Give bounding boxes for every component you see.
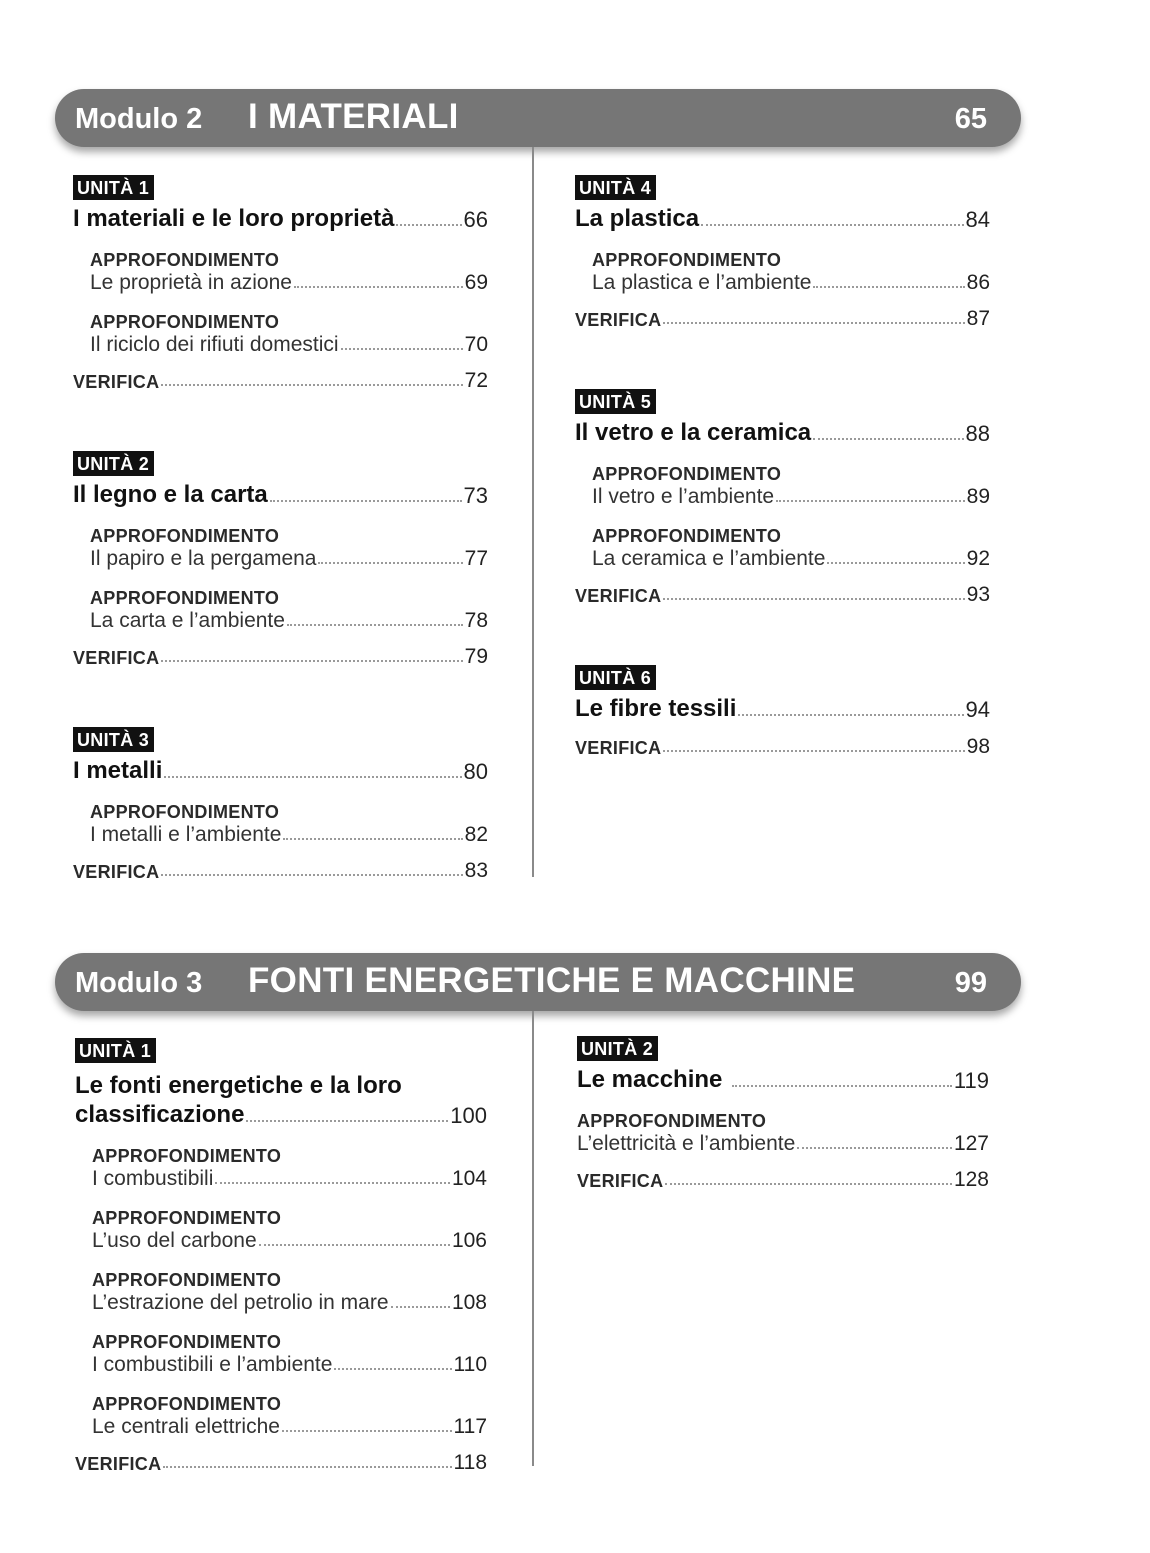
approfondimento-heading: APPROFONDIMENTO: [92, 1394, 282, 1414]
approfondimento-entry[interactable]: [75, 1207, 487, 1253]
approfondimento-entry[interactable]: [73, 801, 488, 847]
module-header: [55, 953, 1021, 1011]
leader-dots: [663, 322, 964, 324]
verifica-row[interactable]: [73, 859, 488, 883]
leader-dots: [161, 874, 462, 876]
leader-dots: [701, 224, 963, 226]
column-divider: [532, 1011, 534, 1466]
entry-title: La carta e l’ambiente: [90, 609, 285, 632]
entry-title: La ceramica e l’ambiente: [592, 547, 826, 570]
approfondimento-heading: APPROFONDIMENTO: [92, 1270, 282, 1290]
page-number: 100: [450, 1103, 487, 1128]
unit-title: La plastica: [575, 205, 700, 232]
verifica-label: VERIFICA: [75, 1454, 162, 1474]
verifica-row[interactable]: [577, 1168, 989, 1192]
unit-block: [73, 727, 488, 883]
approfondimento-entry[interactable]: [577, 1110, 989, 1156]
page-number: 70: [464, 333, 488, 356]
leader-dots: [391, 1306, 450, 1308]
page-number: 83: [464, 859, 488, 882]
unit-block: [577, 1036, 989, 1192]
leader-dots: [341, 348, 463, 350]
module-title: FONTI ENERGETICHE E MACCHINE: [248, 961, 856, 1000]
toc-column-left: [75, 1038, 487, 1533]
page-number: 77: [464, 547, 488, 570]
toc-column-right: [577, 1036, 989, 1250]
unit-tag: UNITÀ 2: [73, 451, 154, 476]
module-label: Modulo 2: [75, 103, 203, 135]
leader-dots: [282, 1430, 452, 1432]
approfondimento-heading: APPROFONDIMENTO: [592, 464, 782, 484]
entry-title: Le proprietà in azione: [90, 271, 292, 294]
unit-title: I metalli: [73, 757, 163, 784]
approfondimento-heading: APPROFONDIMENTO: [90, 312, 280, 332]
leader-dots: [270, 500, 462, 502]
approfondimento-entry[interactable]: [73, 311, 488, 357]
entry-title: L’estrazione del petrolio in mare: [92, 1291, 389, 1314]
unit-tag: UNITÀ 5: [575, 389, 656, 414]
module-header: [55, 89, 1021, 147]
module-label: Modulo 3: [75, 967, 203, 999]
approfondimento-heading: APPROFONDIMENTO: [90, 802, 280, 822]
entry-title: L’elettricità e l’ambiente: [577, 1132, 796, 1155]
unit-tag: UNITÀ 1: [75, 1038, 156, 1063]
page-number: 79: [464, 645, 488, 668]
page-number: 110: [453, 1353, 487, 1376]
module-page: 65: [954, 103, 987, 135]
page-number: 118: [453, 1451, 487, 1474]
page-number: 69: [464, 271, 488, 294]
verifica-label: VERIFICA: [575, 738, 662, 758]
leader-dots: [259, 1244, 450, 1246]
page-number: 128: [953, 1168, 989, 1191]
page-number: 93: [966, 583, 990, 606]
unit-block: [575, 665, 990, 759]
page-number: 88: [965, 421, 990, 446]
unit-title: Le fibre tessili: [575, 695, 737, 722]
page-number: 106: [451, 1229, 487, 1252]
unit-title-row[interactable]: [575, 695, 990, 723]
approfondimento-heading: APPROFONDIMENTO: [92, 1332, 282, 1352]
entry-title: Il riciclo dei rifiuti domestici: [90, 333, 339, 356]
approfondimento-entry[interactable]: [75, 1145, 487, 1191]
unit-title-line[interactable]: Le fonti energetiche e la loro: [75, 1072, 402, 1099]
leader-dots: [334, 1368, 451, 1370]
leader-dots: [161, 384, 462, 386]
page-number: 104: [451, 1167, 487, 1190]
verifica-label: VERIFICA: [575, 586, 662, 606]
page-number: 117: [453, 1415, 487, 1438]
approfondimento-heading: APPROFONDIMENTO: [92, 1146, 282, 1166]
page-number: 84: [965, 207, 990, 232]
leader-dots: [665, 1183, 952, 1185]
unit-title-row[interactable]: [575, 205, 990, 233]
entry-title: L’uso del carbone: [92, 1229, 257, 1252]
approfondimento-heading: APPROFONDIMENTO: [90, 588, 280, 608]
unit-title: Le macchine: [577, 1066, 723, 1093]
approfondimento-entry[interactable]: [73, 587, 488, 633]
verifica-label: VERIFICA: [575, 310, 662, 330]
leader-dots: [663, 750, 964, 752]
unit-tag: UNITÀ 1: [73, 175, 154, 200]
approfondimento-entry[interactable]: [75, 1269, 487, 1315]
leader-dots: [776, 500, 965, 502]
approfondimento-entry[interactable]: [75, 1331, 487, 1377]
approfondimento-entry[interactable]: [73, 249, 488, 295]
page-number: 127: [953, 1132, 989, 1155]
entry-title: La plastica e l’ambiente: [592, 271, 812, 294]
page-number: 86: [966, 271, 990, 294]
unit-title-row[interactable]: [73, 757, 488, 785]
verifica-row[interactable]: [575, 735, 990, 759]
verifica-label: VERIFICA: [73, 648, 160, 668]
leader-dots: [246, 1120, 448, 1122]
unit-tag: UNITÀ 4: [575, 175, 656, 200]
leader-dots: [396, 224, 461, 226]
approfondimento-entry[interactable]: [575, 249, 990, 295]
page-number: 98: [966, 735, 990, 758]
leader-dots: [827, 562, 964, 564]
unit-title-row[interactable]: [75, 1101, 487, 1129]
approfondimento-heading: APPROFONDIMENTO: [90, 250, 280, 270]
page-number: 80: [463, 759, 488, 784]
verifica-label: VERIFICA: [73, 372, 160, 392]
entry-title: Le centrali elettriche: [92, 1415, 280, 1438]
page-number: 119: [953, 1068, 989, 1093]
unit-block: [73, 451, 488, 669]
page-number: 82: [464, 823, 488, 846]
module-page: 99: [954, 967, 987, 999]
unit-tag: UNITÀ 3: [73, 727, 154, 752]
approfondimento-entry[interactable]: [75, 1393, 487, 1439]
column-divider: [532, 147, 534, 877]
unit-title-row[interactable]: [73, 481, 488, 509]
unit-title-row[interactable]: [575, 419, 990, 447]
entry-title: I combustibili e l’ambiente: [92, 1353, 333, 1376]
approfondimento-entry[interactable]: [575, 463, 990, 509]
unit-block: [575, 175, 990, 331]
leader-dots: [663, 598, 964, 600]
unit-title: classificazione: [75, 1101, 245, 1128]
leader-dots: [215, 1182, 450, 1184]
verifica-row[interactable]: [575, 307, 990, 331]
entry-title: I combustibili: [92, 1167, 214, 1190]
page-number: 66: [463, 207, 488, 232]
approfondimento-heading: APPROFONDIMENTO: [592, 526, 782, 546]
approfondimento-entry[interactable]: [575, 525, 990, 571]
leader-dots: [813, 438, 963, 440]
page-number: 89: [966, 485, 990, 508]
approfondimento-heading: APPROFONDIMENTO: [90, 526, 280, 546]
verifica-label: VERIFICA: [577, 1171, 664, 1191]
leader-dots: [294, 286, 463, 288]
approfondimento-entry[interactable]: [73, 525, 488, 571]
unit-title: I materiali e le loro proprietà: [73, 205, 395, 232]
page-number: 73: [463, 483, 488, 508]
page-number: 78: [464, 609, 488, 632]
unit-title: Il legno e la carta: [73, 481, 268, 508]
unit-title-row[interactable]: [73, 205, 488, 233]
leader-dots: [287, 624, 463, 626]
entry-title: I metalli e l’ambiente: [90, 823, 282, 846]
verifica-row[interactable]: [575, 583, 990, 607]
verifica-label: VERIFICA: [73, 862, 160, 882]
verifica-row[interactable]: [73, 369, 488, 393]
verifica-row[interactable]: [73, 645, 488, 669]
entry-title: Il vetro e l’ambiente: [592, 485, 775, 508]
unit-title: Il vetro e la ceramica: [575, 419, 812, 446]
unit-block: [73, 175, 488, 393]
leader-dots: [161, 660, 462, 662]
leader-dots: [318, 562, 462, 564]
unit-tag: UNITÀ 2: [577, 1036, 658, 1061]
leader-dots: [283, 838, 462, 840]
leader-dots: [813, 286, 964, 288]
unit-title-row[interactable]: [577, 1066, 989, 1094]
leader-dots: [163, 1466, 451, 1468]
page-number: 94: [965, 697, 990, 722]
toc-column-left: [73, 175, 488, 941]
unit-block: [75, 1038, 487, 1475]
verifica-row[interactable]: [75, 1451, 487, 1475]
leader-dots: [732, 1085, 952, 1087]
approfondimento-heading: APPROFONDIMENTO: [577, 1111, 767, 1131]
unit-tag: UNITÀ 6: [575, 665, 656, 690]
leader-dots: [164, 776, 461, 778]
entry-title: Il papiro e la pergamena: [90, 547, 317, 570]
toc-column-right: [575, 175, 990, 817]
page-number: 108: [451, 1291, 487, 1314]
approfondimento-heading: APPROFONDIMENTO: [92, 1208, 282, 1228]
module-title: I MATERIALI: [248, 97, 459, 136]
leader-dots: [797, 1147, 952, 1149]
leader-dots: [738, 714, 963, 716]
approfondimento-heading: APPROFONDIMENTO: [592, 250, 782, 270]
page-number: 72: [464, 369, 488, 392]
page-number: 87: [966, 307, 990, 330]
page-number: 92: [966, 547, 990, 570]
unit-block: [575, 389, 990, 607]
